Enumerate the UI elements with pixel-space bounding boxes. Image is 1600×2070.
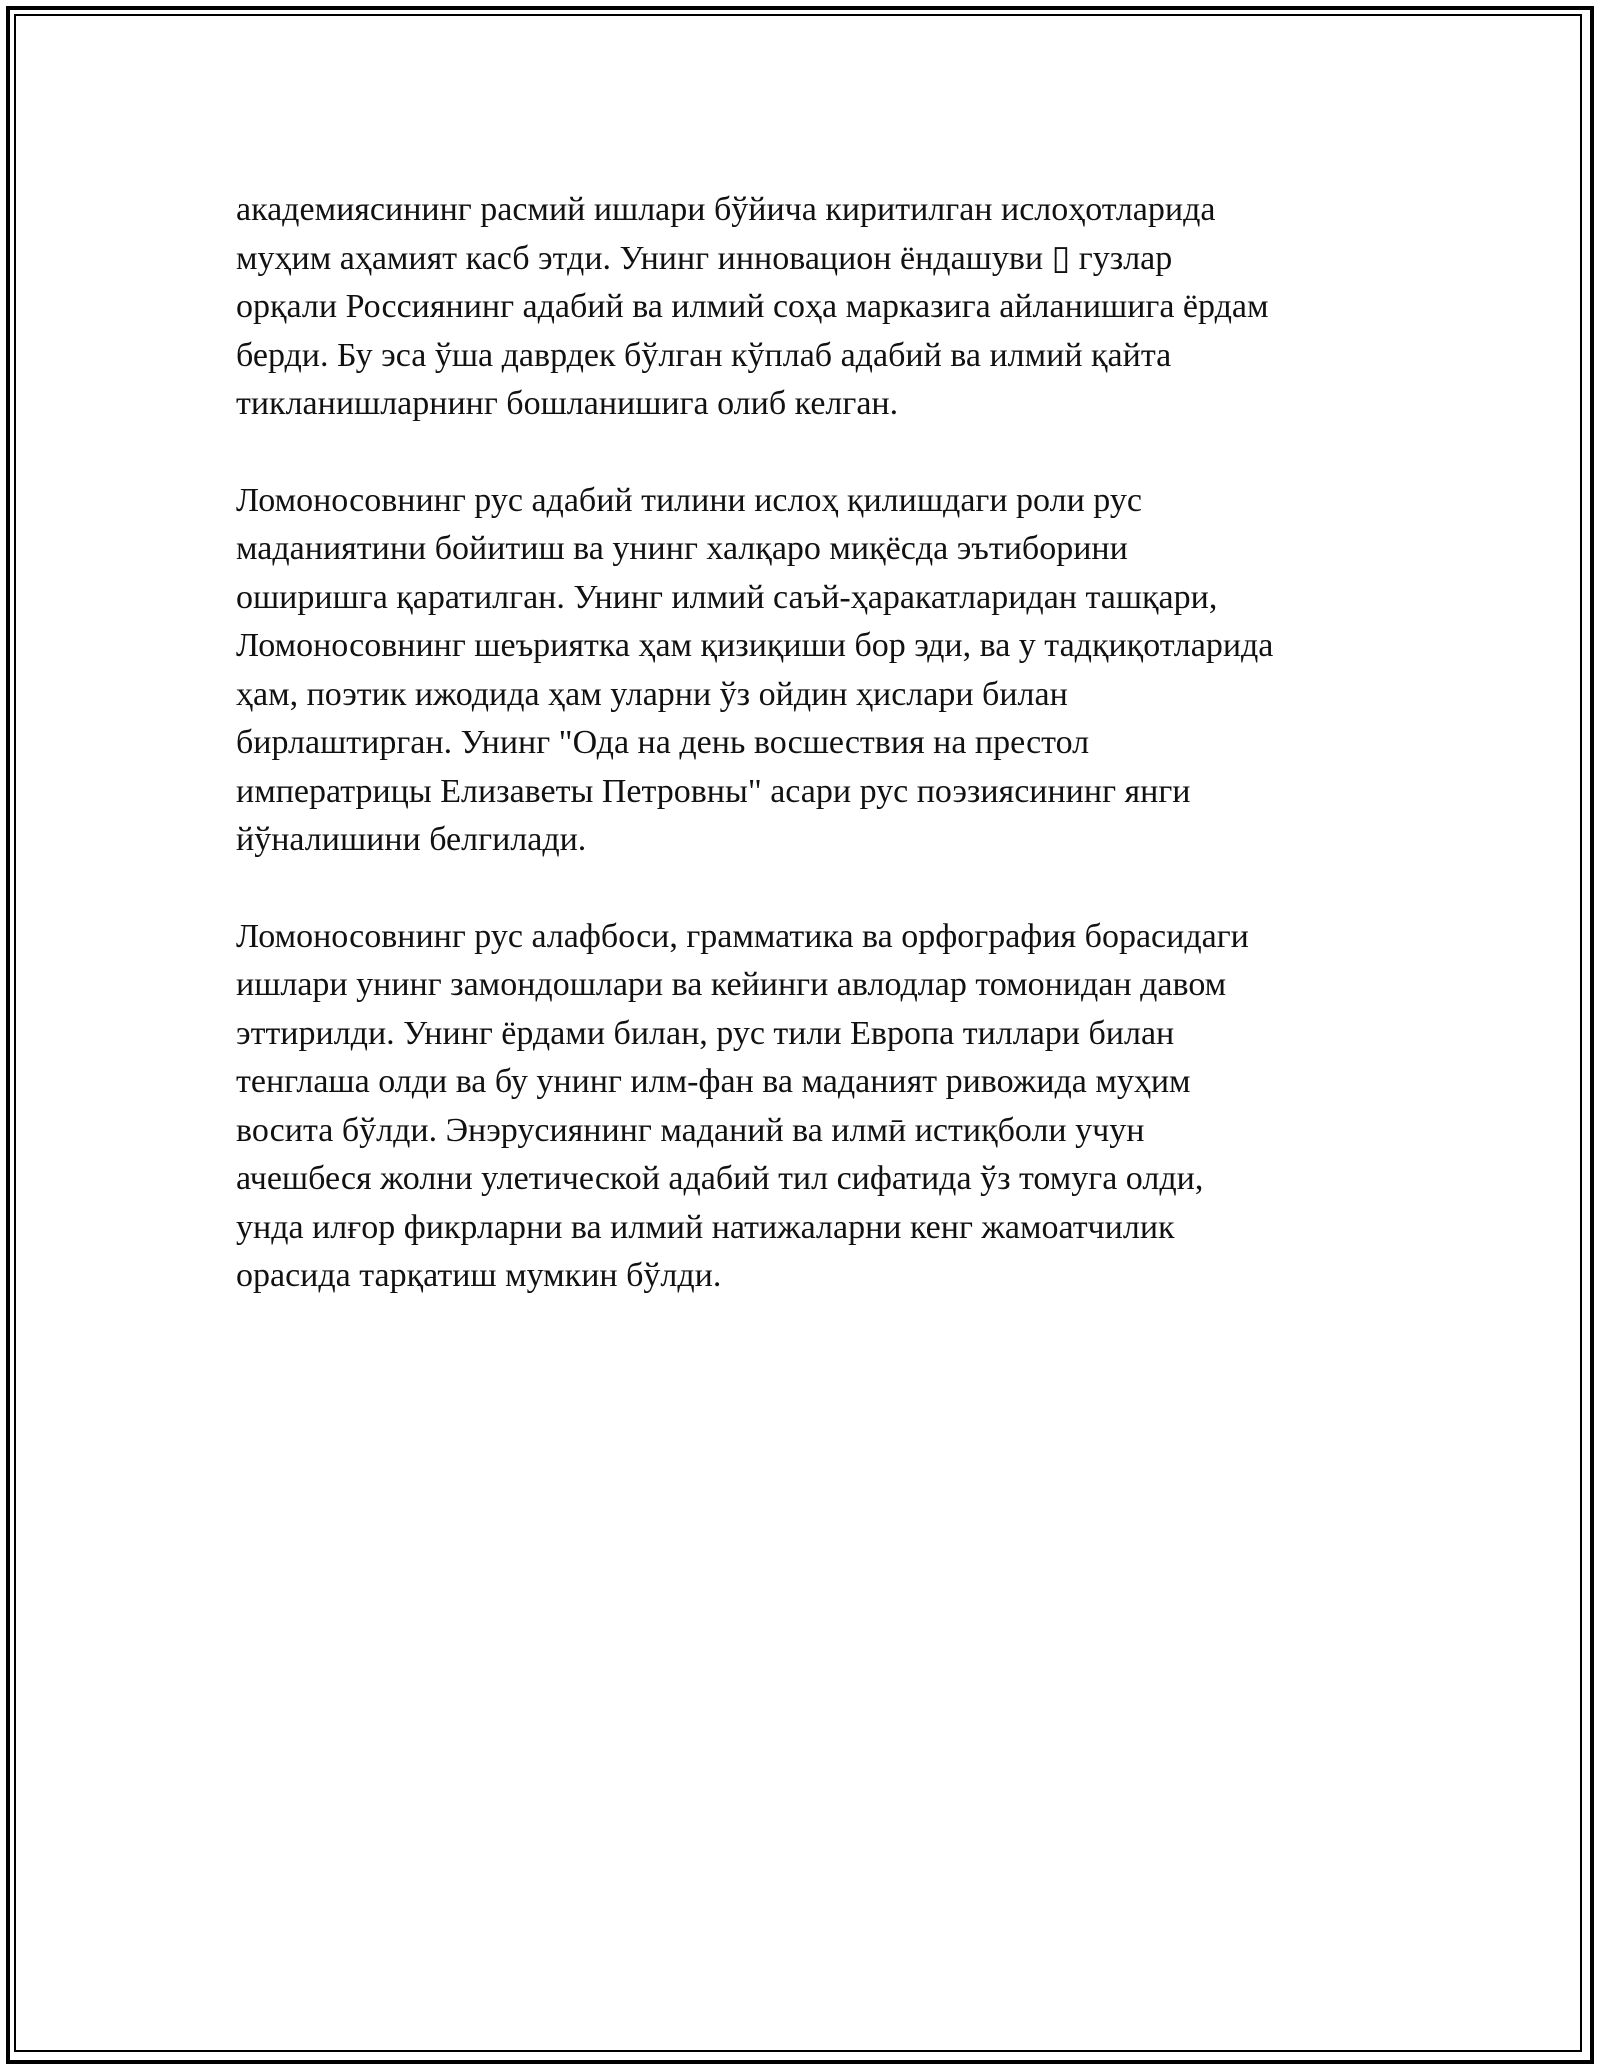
text-line: тикланишларнинг бошланишига олиб келган.: [236, 385, 899, 422]
text-line: тенглаша олди ва бу унинг илм-фан ва маданият ривожида муҳим: [236, 1063, 1191, 1100]
text-line: восита бўлди. Энэрусиянинг маданий ва илмӣ истиқболи учун: [236, 1111, 1145, 1149]
text-line: ҳам, поэтик ижодида ҳам уларни ўз ойдин ҳислари билан: [236, 675, 1068, 713]
text-line: ишлари унинг замондошлари ва кейинги авлодлар томонидан давом: [236, 966, 1227, 1003]
text-line: оширишга қаратилган. Унинг илмий саъй-ҳаракатларидан ташқари,: [236, 578, 1218, 616]
paragraph-3: [236, 913, 1376, 1301]
paragraph-2: [236, 477, 1376, 865]
text-line: муҳим аҳамият касб этди. Унинг инновацион ёндашуви ▯ гузлар: [236, 239, 1173, 277]
text-line: орасида тарқатиш мумкин бўлди.: [236, 1257, 722, 1294]
text-line: ачешбеся жолни улетической адабий тил сифатида ўз томуга олди,: [236, 1160, 1204, 1197]
text-line: Ломоносовнинг рус алафбоси, грамматика ва орфография борасидаги: [236, 917, 1249, 955]
text-line: академиясининг расмий ишлари бўйича киритилган ислоҳотларида: [236, 191, 1216, 228]
text-line: орқали Россиянинг адабий ва илмий соҳа марказига айланишига ёрдам: [236, 288, 1269, 325]
text-line: унда илғор фикрларни ва илмий натижаларни кенг жамоатчилик: [236, 1208, 1175, 1246]
text-line: эттирилди. Унинг ёрдами билан, рус тили Европа тиллари билан: [236, 1014, 1175, 1052]
paragraph-1: [236, 186, 1376, 429]
text-line: берди. Бу эса ўша даврдек бўлган кўплаб адабий ва илмий қайта: [236, 336, 1172, 374]
text-line: маданиятини бойитиш ва унинг халқаро миқёсда эътиборини: [236, 530, 1128, 567]
text-line: Ломоносовнинг шеъриятка ҳам қизиқиши бор эди, ва у тадқиқотларида: [236, 627, 1274, 664]
document-body: [236, 186, 1376, 1349]
text-line: императрицы Елизаветы Петровны" асари рус поэзиясининг янги: [236, 772, 1191, 810]
text-line: йўналишини белгилади.: [236, 821, 587, 858]
text-line: бирлаштирган. Унинг "Ода на день восшествия на престол: [236, 724, 1090, 761]
text-line: Ломоносовнинг рус адабий тилини ислоҳ қилишдаги роли рус: [236, 481, 1142, 519]
